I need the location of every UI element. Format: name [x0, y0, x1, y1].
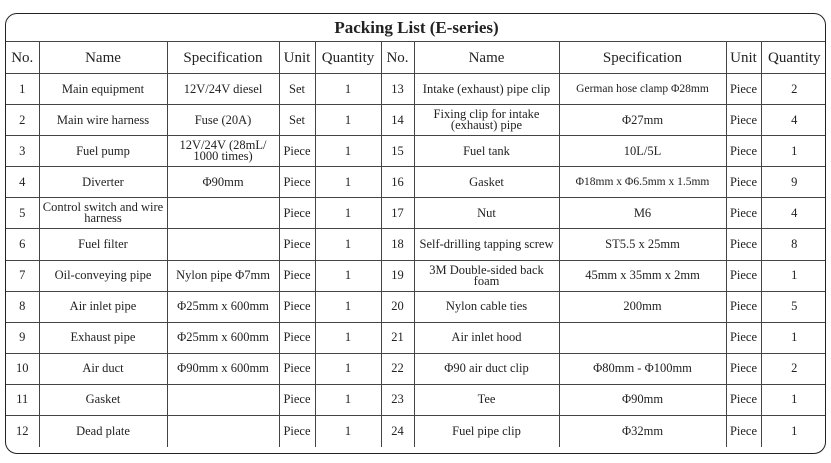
cell-specification-right: Φ32mm [559, 416, 726, 447]
cell-unit-right: Piece [726, 322, 761, 353]
cell-specification-right: German hose clamp Φ28mm [559, 74, 726, 105]
packing-list-sheet [5, 13, 826, 454]
table-row [6, 353, 826, 384]
header-no-right: No. [381, 42, 414, 74]
cell-no: 4 [6, 167, 39, 198]
cell-no-right: 17 [381, 198, 414, 229]
cell-name-right: Self-drilling tapping screw [414, 229, 559, 260]
cell-unit-right: Piece [726, 384, 761, 415]
table-row [6, 291, 826, 322]
cell-no-right: 16 [381, 167, 414, 198]
cell-no-right: 19 [381, 260, 414, 291]
table-row [6, 260, 826, 291]
cell-quantity: 1 [315, 353, 381, 384]
cell-quantity-right: 4 [761, 198, 826, 229]
cell-name: Control switch and wire harness [39, 198, 167, 229]
cell-no-right: 22 [381, 353, 414, 384]
cell-name: Oil-conveying pipe [39, 260, 167, 291]
cell-name-right: Fuel pipe clip [414, 416, 559, 447]
cell-name-right: Fuel tank [414, 136, 559, 167]
cell-specification-right: Φ90mm [559, 384, 726, 415]
cell-unit: Piece [279, 167, 315, 198]
cell-specification-right: 45mm x 35mm x 2mm [559, 260, 726, 291]
cell-specification [167, 384, 279, 415]
cell-unit: Piece [279, 353, 315, 384]
cell-specification [167, 198, 279, 229]
cell-specification: Φ25mm x 600mm [167, 291, 279, 322]
cell-quantity: 1 [315, 260, 381, 291]
cell-name: Gasket [39, 384, 167, 415]
cell-no-right: 14 [381, 105, 414, 136]
table-row [6, 74, 826, 105]
cell-no: 6 [6, 229, 39, 260]
cell-unit: Piece [279, 229, 315, 260]
header-specification: Specification [167, 42, 279, 74]
header-row [6, 42, 826, 74]
cell-name: Dead plate [39, 416, 167, 447]
cell-no-right: 15 [381, 136, 414, 167]
cell-specification: 12V/24V diesel [167, 74, 279, 105]
cell-name-right: Gasket [414, 167, 559, 198]
cell-name: Main equipment [39, 74, 167, 105]
cell-name: Air duct [39, 353, 167, 384]
header-quantity: Quantity [315, 42, 381, 74]
cell-unit: Set [279, 105, 315, 136]
cell-no: 11 [6, 384, 39, 415]
cell-specification: Nylon pipe Φ7mm [167, 260, 279, 291]
cell-specification: Φ90mm [167, 167, 279, 198]
cell-specification: Φ25mm x 600mm [167, 322, 279, 353]
cell-quantity: 1 [315, 167, 381, 198]
cell-quantity: 1 [315, 229, 381, 260]
cell-quantity-right: 2 [761, 353, 826, 384]
cell-specification-right [559, 322, 726, 353]
table-row [6, 105, 826, 136]
cell-quantity: 1 [315, 105, 381, 136]
cell-unit-right: Piece [726, 260, 761, 291]
cell-no: 10 [6, 353, 39, 384]
table-row [6, 136, 826, 167]
header-unit: Unit [279, 42, 315, 74]
cell-no: 9 [6, 322, 39, 353]
cell-quantity-right: 1 [761, 384, 826, 415]
cell-specification: Fuse (20A) [167, 105, 279, 136]
cell-quantity: 1 [315, 384, 381, 415]
cell-specification: 12V/24V (28mL/ 1000 times) [167, 136, 279, 167]
cell-unit: Piece [279, 136, 315, 167]
table-body [6, 74, 826, 447]
cell-unit-right: Piece [726, 291, 761, 322]
table-row [6, 384, 826, 415]
cell-unit-right: Piece [726, 229, 761, 260]
cell-specification-right: Φ80mm - Φ100mm [559, 353, 726, 384]
cell-quantity-right: 5 [761, 291, 826, 322]
table-row [6, 167, 826, 198]
cell-unit: Set [279, 74, 315, 105]
cell-unit-right: Piece [726, 105, 761, 136]
cell-quantity: 1 [315, 136, 381, 167]
cell-no: 12 [6, 416, 39, 447]
cell-no-right: 21 [381, 322, 414, 353]
cell-no: 8 [6, 291, 39, 322]
cell-unit: Piece [279, 416, 315, 447]
cell-name: Diverter [39, 167, 167, 198]
table-row [6, 229, 826, 260]
cell-no: 7 [6, 260, 39, 291]
cell-unit-right: Piece [726, 198, 761, 229]
cell-unit: Piece [279, 291, 315, 322]
cell-unit: Piece [279, 384, 315, 415]
cell-name: Exhaust pipe [39, 322, 167, 353]
cell-name-right: Nylon cable ties [414, 291, 559, 322]
cell-no: 2 [6, 105, 39, 136]
cell-name: Fuel pump [39, 136, 167, 167]
cell-no-right: 13 [381, 74, 414, 105]
cell-specification-right: ST5.5 x 25mm [559, 229, 726, 260]
cell-quantity: 1 [315, 416, 381, 447]
cell-specification-right: M6 [559, 198, 726, 229]
cell-unit-right: Piece [726, 353, 761, 384]
cell-quantity: 1 [315, 322, 381, 353]
cell-name-right: Nut [414, 198, 559, 229]
cell-unit-right: Piece [726, 136, 761, 167]
cell-quantity-right: 1 [761, 260, 826, 291]
cell-unit: Piece [279, 260, 315, 291]
header-quantity-right: Quantity [761, 42, 826, 74]
cell-name-right: Air inlet hood [414, 322, 559, 353]
cell-quantity: 1 [315, 291, 381, 322]
header-specification-right: Specification [559, 42, 726, 74]
cell-name-right: 3M Double-sided back foam [414, 260, 559, 291]
cell-specification [167, 416, 279, 447]
header-name: Name [39, 42, 167, 74]
cell-unit-right: Piece [726, 416, 761, 447]
cell-name-right: Fixing clip for intake (exhaust) pipe [414, 105, 559, 136]
cell-specification-right: 10L/5L [559, 136, 726, 167]
cell-specification: Φ90mm x 600mm [167, 353, 279, 384]
cell-name-right: Tee [414, 384, 559, 415]
header-no: No. [6, 42, 39, 74]
cell-unit-right: Piece [726, 167, 761, 198]
cell-no-right: 23 [381, 384, 414, 415]
cell-specification-right: 200mm [559, 291, 726, 322]
cell-quantity-right: 4 [761, 105, 826, 136]
cell-no: 3 [6, 136, 39, 167]
cell-name-right: Φ90 air duct clip [414, 353, 559, 384]
cell-quantity: 1 [315, 198, 381, 229]
cell-specification-right: Φ27mm [559, 105, 726, 136]
header-unit-right: Unit [726, 42, 761, 74]
cell-unit-right: Piece [726, 74, 761, 105]
cell-name: Main wire harness [39, 105, 167, 136]
cell-name: Air inlet pipe [39, 291, 167, 322]
table-title: Packing List (E-series) [6, 14, 826, 42]
cell-unit: Piece [279, 198, 315, 229]
cell-quantity-right: 1 [761, 136, 826, 167]
cell-quantity: 1 [315, 74, 381, 105]
cell-unit: Piece [279, 322, 315, 353]
packing-list-table [6, 14, 826, 447]
cell-specification [167, 229, 279, 260]
cell-name-right: Intake (exhaust) pipe clip [414, 74, 559, 105]
cell-name: Fuel filter [39, 229, 167, 260]
cell-no: 5 [6, 198, 39, 229]
table-row [6, 198, 826, 229]
cell-quantity-right: 1 [761, 322, 826, 353]
table-row [6, 416, 826, 447]
cell-no-right: 18 [381, 229, 414, 260]
cell-no-right: 24 [381, 416, 414, 447]
cell-quantity-right: 2 [761, 74, 826, 105]
cell-no-right: 20 [381, 291, 414, 322]
cell-quantity-right: 1 [761, 416, 826, 447]
cell-quantity-right: 9 [761, 167, 826, 198]
table-row [6, 322, 826, 353]
cell-no: 1 [6, 74, 39, 105]
cell-quantity-right: 8 [761, 229, 826, 260]
header-name-right: Name [414, 42, 559, 74]
cell-specification-right: Φ18mm x Φ6.5mm x 1.5mm [559, 167, 726, 198]
